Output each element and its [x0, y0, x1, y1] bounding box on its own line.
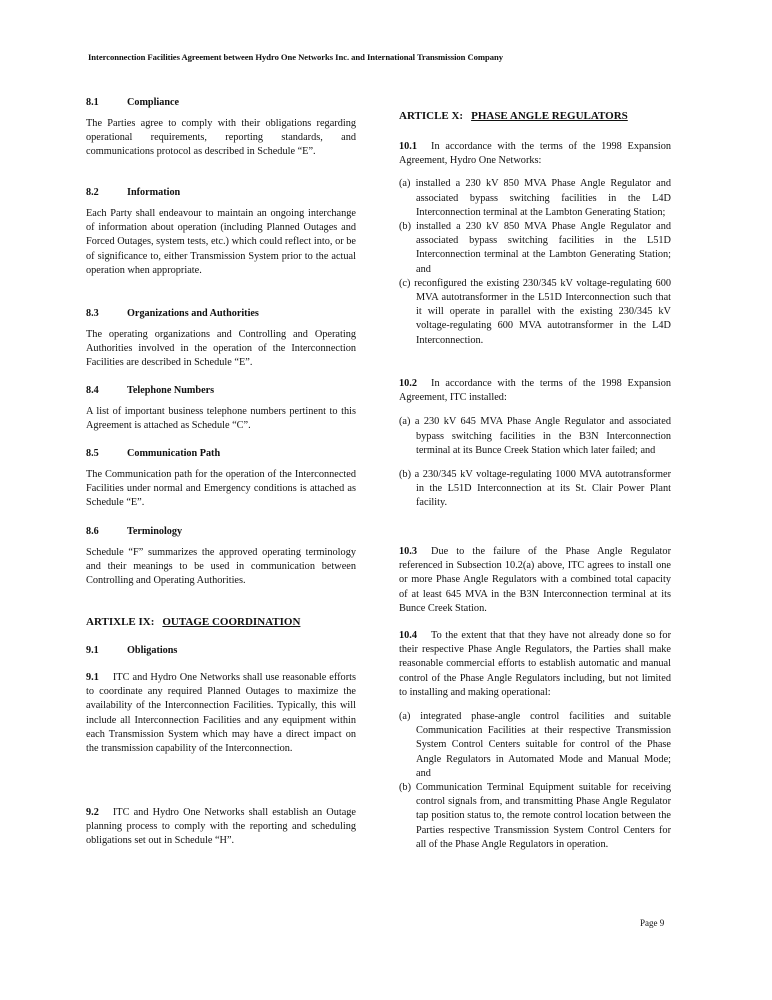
section-8-2 — [86, 186, 356, 278]
section-body: The Parties agree to comply with their obligations regarding operational requirements, reporting standards, and communications protocol as described in Schedule “E”. — [86, 118, 356, 158]
paragraph — [86, 671, 356, 756]
paragraph-number: 9.2 — [86, 807, 99, 818]
paragraph-text: To the extent that that they have not already done so for their respective Phase Angle Regulators, the Parties shall make reasonable commercial efforts to establish automatic and manual control of the Phase Angle Regulators including, but not limited to installing and making operational: — [399, 630, 671, 698]
paragraph-number: 10.1 — [399, 141, 418, 152]
section-heading — [86, 307, 356, 320]
section-8-5 — [86, 447, 356, 511]
paragraph-number: 9.1 — [86, 672, 99, 683]
article-ix-heading — [86, 615, 356, 629]
article-heading — [86, 615, 356, 629]
paragraph-text: In accordance with the terms of the 1998 Expansion Agreement, Hydro One Networks: — [399, 141, 671, 167]
section-8-6 — [86, 525, 356, 589]
list — [399, 710, 671, 852]
paragraph-text: ITC and Hydro One Networks shall establish an Outage planning process to comply with the reporting and scheduling obligations set out in Schedule “H”. — [86, 807, 356, 847]
paragraph-number: 10.4 — [399, 630, 418, 641]
section-heading — [86, 384, 356, 397]
list — [399, 177, 671, 347]
section-body: A list of important business telephone numbers pertinent to this Agreement is attached as Schedule “C”. — [86, 406, 356, 432]
paragraph-text: Due to the failure of the Phase Angle Regulator referenced in Subsection 10.2(a) above, ITC agrees to install one or more Phase Angle Regulators with a combined total capacity of at least 645 MVA in the B3N Interconnection terminal at its Bunce Creek Station. — [399, 546, 671, 614]
section-8-1 — [86, 96, 356, 160]
section-8-3 — [86, 307, 356, 371]
page-number: Page 9 — [640, 918, 665, 928]
section-number: 8.6 — [86, 526, 99, 537]
paragraph-10-4 — [399, 629, 671, 852]
paragraph-10-2 — [399, 377, 671, 511]
section-heading — [86, 644, 356, 657]
list-item: (a) a 230 kV 645 MVA Phase Angle Regulator and associated bypass switching facilities in the B3N Interconnection terminal at its Bunce Creek Station which later failed; and — [399, 416, 671, 456]
paragraph-10-1 — [399, 140, 671, 348]
list-item: (a) installed a 230 kV 850 MVA Phase Angle Regulator and associated bypass switching facilities in the L4D Interconnection terminal at the Lambton Generating Station; — [399, 178, 671, 218]
section-number: 9.1 — [86, 645, 99, 656]
section-number: 8.2 — [86, 187, 99, 198]
section-heading — [86, 525, 356, 538]
article-x-heading — [399, 109, 671, 123]
section-heading — [86, 186, 356, 199]
paragraph — [399, 377, 671, 405]
section-title: Terminology — [127, 526, 183, 537]
list-item: (b) installed a 230 kV 850 MVA Phase Angle Regulator and associated bypass switching facilities in the L51D Interconnection terminal at the Lambton Generating Station; and — [399, 221, 671, 275]
document-header: Interconnection Facilities Agreement between Hydro One Networks Inc. and International Transmission Company — [88, 52, 503, 62]
section-title: Organizations and Authorities — [127, 308, 259, 319]
section-body: The operating organizations and Controlling and Operating Authorities involved in the operation of the Interconnection Facilities are described in Schedule “E”. — [86, 329, 356, 369]
list-item: (b) Communication Terminal Equipment suitable for receiving control signals from, and transmitting Phase Angle Regulator tap position status to, the remote control location between the Parties respective Transmission System Control Centers for all of the Phase Angle Regulators in operation. — [399, 782, 671, 850]
paragraph — [399, 629, 671, 700]
paragraph — [399, 545, 671, 616]
section-body: Schedule “F” summarizes the approved operating terminology and their meanings to be used in communication between Controlling and Operating Authorities. — [86, 547, 356, 587]
section-9-1-heading — [86, 644, 356, 657]
list-item: (a) integrated phase-angle control facilities and suitable Communication Facilities at their respective Transmission System Control Centers suitable for control of the Phase Angle Regulators in Automated Mode and Manual Mode; and — [399, 711, 671, 779]
list-item: (c) reconfigured the existing 230/345 kV voltage-regulating 600 MVA autotransformer in the L51D Interconnection such that it will operate in parallel with the existing 230/345 kV voltage-regulating 600 MVA autotransformer in the L4D Interconnection. — [399, 277, 671, 346]
section-body: Each Party shall endeavour to maintain an ongoing interchange of information about operation (including Planned Outages and Forced Outages, system tests, etc.) which could reflect into, or be of significance to, either Transmission System prior to the actual operation when appropriate. — [86, 208, 356, 276]
paragraph-text: In accordance with the terms of the 1998 Expansion Agreement, ITC installed: — [399, 378, 671, 404]
section-number: 8.1 — [86, 97, 99, 108]
section-title: Obligations — [127, 645, 178, 656]
paragraph — [399, 140, 671, 168]
section-heading — [86, 96, 356, 109]
section-8-4 — [86, 384, 356, 433]
article-label: ARTIXLE IX: — [86, 616, 155, 628]
article-heading — [399, 109, 671, 123]
section-number: 8.4 — [86, 385, 99, 396]
section-title: Telephone Numbers — [127, 385, 215, 396]
section-body: The Communication path for the operation of the Interconnected Facilities under normal and Emergency conditions is attached as Schedule “E”. — [86, 469, 356, 509]
section-title: Communication Path — [127, 448, 221, 459]
paragraph-10-3 — [399, 545, 671, 616]
list-item: (b) a 230/345 kV voltage-regulating 1000 MVA autotransformer in the L51D Interconnection at its St. Clair Power Plant facility. — [399, 469, 671, 509]
section-number: 8.3 — [86, 308, 99, 319]
article-label: ARTICLE X: — [399, 110, 464, 122]
article-title: PHASE ANGLE REGULATORS — [471, 110, 628, 122]
article-title: OUTAGE COORDINATION — [162, 616, 301, 628]
paragraph-9-2 — [86, 806, 356, 849]
section-number: 8.5 — [86, 448, 99, 459]
paragraph-9-1 — [86, 671, 356, 756]
paragraph — [86, 806, 356, 849]
section-heading — [86, 447, 356, 460]
section-title: Compliance — [127, 97, 180, 108]
paragraph-text: ITC and Hydro One Networks shall use reasonable efforts to coordinate any required Planned Outages to maximize the availability of the Interconnection Facilities. Typically, this will include all Interconnection Facilities and any equipment within each Transmission System which may have a direct impact on the transmission capability of the Interconnection. — [86, 672, 356, 755]
section-title: Information — [127, 187, 181, 198]
paragraph-number: 10.3 — [399, 546, 418, 557]
paragraph-number: 10.2 — [399, 378, 418, 389]
